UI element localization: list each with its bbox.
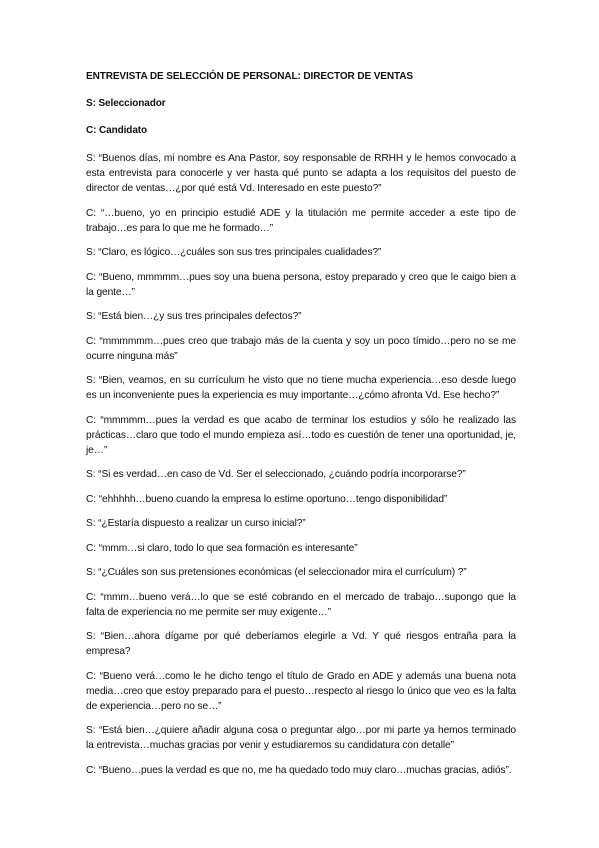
dialogue-paragraph: C: “mmmmmm…pues creo que trabajo más de la cuenta y soy un poco tímido…pero no se me ocurre ninguna más”: [86, 335, 516, 362]
dialogue-paragraph: C: “…bueno, yo en principio estudié ADE y la titulación me permite acceder a este tipo de trabajo…es para lo que me he formado…”: [86, 207, 516, 234]
dialogue-paragraph: S: “Bien…ahora dígame por qué deberíamos elegirle a Vd. Y qué riesgos entraña para la empresa?: [86, 631, 516, 657]
document-body: [86, 70, 516, 787]
role-seleccionador: S: Seleccionador: [86, 98, 166, 109]
dialogue-paragraph: S: “Claro, es lógico…¿cuáles son sus tres principales cualidades?”: [86, 247, 382, 258]
dialogue-paragraph: C: “Bueno, mmmmm…pues soy una buena persona, estoy preparado y creo que le caigo bien a la gente…”: [86, 271, 516, 298]
dialogue-paragraph: C: “ehhhhh…bueno cuando la empresa lo estime oportuno…tengo disponibilidad”: [86, 493, 448, 505]
dialogue-paragraph: C: “mmm…bueno verá…lo que se esté cobrando en el mercado de trabajo…supongo que la falta de experiencia no me permite ser muy exigente…”: [86, 591, 516, 618]
dialogue-paragraph: S: “Está bien…¿quiere añadir alguna cosa o preguntar algo…por mi parte ya hemos terminado la entrevista…muchas gracias por venir y estudiaremos su candidatura con detalle”: [86, 725, 516, 751]
dialogue-paragraph: C: “mmmmm…pues la verdad es que acabo de terminar los estudios y sólo he realizado las prácticas…claro que todo el mundo empieza así…todo es cuestión de tener una oportunidad, je, je…”: [86, 414, 516, 456]
dialogue-paragraph: S: “Buenos días, mi nombre es Ana Pastor, soy responsable de RRHH y le hemos convocado a esta entrevista para conocerle y ver hasta qué punto se adapta a los requisitos del puesto de director de ventas…¿por qué está Vd. Interesado en este puesto?”: [86, 153, 516, 194]
dialogue-paragraph: S: “Está bien…¿y sus tres principales defectos?”: [86, 311, 302, 322]
dialogue-paragraph: S: “¿Estaría dispuesto a realizar un curso inicial?”: [86, 518, 306, 529]
dialogue-paragraph: S: “Bien, veamos, en su currículum he visto que no tiene mucha experiencia…eso desde luego es un inconveniente pues la experiencia es muy importante…¿cómo afronta Vd. Ese hecho?”: [86, 375, 516, 401]
dialogue-paragraph: S: “Si es verdad…en caso de Vd. Ser el seleccionado, ¿cuándo podría incorporarse?”: [86, 469, 466, 480]
document-title: ENTREVISTA DE SELECCIÓN DE PERSONAL: DIRECTOR DE VENTAS: [86, 71, 413, 82]
dialogue-paragraph: C: “Bueno…pues la verdad es que no, me ha quedado todo muy claro…muchas gracias, adiós”.: [86, 764, 512, 776]
dialogue-paragraph: C: “Bueno verá…como le he dicho tengo el título de Grado en ADE y además una buena nota media…creo que estoy preparado para el puesto…respecto al riesgo lo único que veo es la falta de experiencia…pero no se…”: [86, 670, 516, 712]
dialogue-paragraph: C: “mmm…si claro, todo lo que sea formación es interesante”: [86, 542, 358, 554]
dialogue-paragraph: S: “¿Cuáles son sus pretensiones económicas (el seleccionador mira el currículum) ?”: [86, 567, 467, 578]
role-candidato: C: Candidato: [86, 125, 148, 136]
